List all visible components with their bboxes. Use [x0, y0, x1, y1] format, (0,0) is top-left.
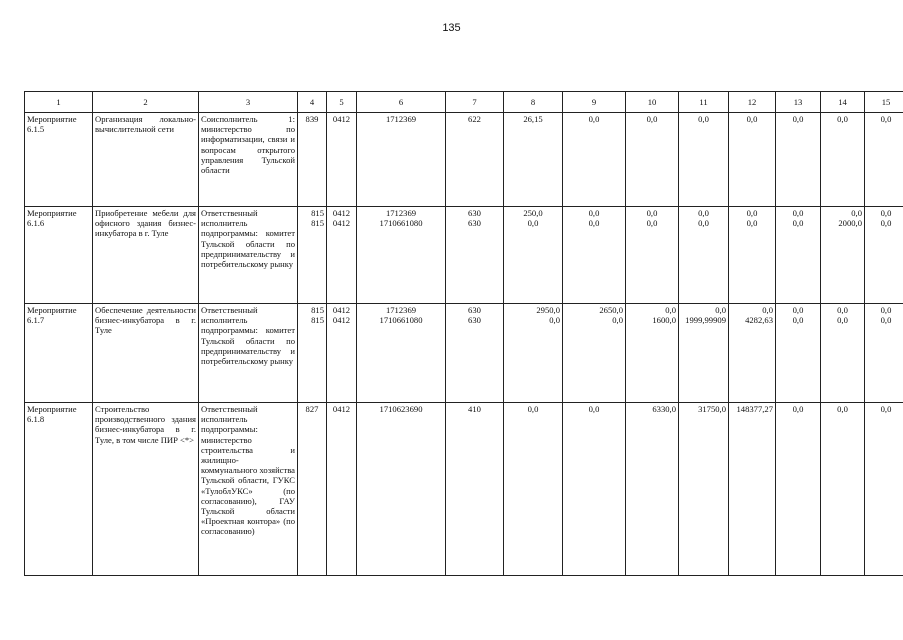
table-cell — [729, 207, 776, 304]
cell-value: 2000,0 — [838, 218, 862, 229]
cell-value: 630 — [468, 208, 481, 218]
cell-value: 1710661080 — [379, 315, 423, 326]
cell-value: 0,0 — [698, 208, 709, 218]
activity-name-cell: Организация локально-вычислительной сети — [93, 113, 199, 207]
cell-value: 0,0 — [837, 315, 848, 326]
cell-value: 0,0 — [698, 114, 709, 124]
cell-value: 0,0 — [646, 114, 658, 124]
cell-value: 0412 — [332, 305, 351, 315]
activity-code-cell: Мероприятие 6.1.6 — [25, 207, 93, 304]
cell-value: 250,0 — [523, 208, 543, 218]
table-cell — [626, 113, 679, 207]
cell-value: 1712369 — [385, 114, 417, 124]
table-cell — [776, 403, 821, 576]
cell-value: 0,0 — [527, 218, 539, 229]
activity-name-cell: Строительство производственного здания бизнес-инкубатора в г. Туле, в том числе ПИР <*> — [93, 403, 199, 576]
cell-value: 6330,0 — [652, 404, 676, 414]
table-row — [25, 113, 903, 207]
table-row — [25, 403, 903, 576]
activity-name-cell: Обеспечение деятельности бизнес-инкубатора в г. Туле — [93, 304, 199, 403]
table-cell — [357, 113, 446, 207]
table-cell — [776, 113, 821, 207]
cell-value: 0,0 — [612, 315, 623, 326]
table-cell — [327, 304, 357, 403]
cell-value: 0,0 — [880, 404, 892, 414]
table-cell — [298, 207, 327, 304]
cell-value: 0412 — [332, 218, 351, 229]
table-cell — [679, 207, 729, 304]
executor-cell: Ответственный исполнитель подпрограммы: министерство строительства и жилищно-коммунального хозяйства Тульской области, ГУКС «ТулоблУКС» (по согласованию), ГАУ Тульской области «Проектная контора» (по согласованию) — [199, 403, 298, 576]
cell-value: 0412 — [332, 114, 351, 124]
table-cell — [776, 304, 821, 403]
cell-value: 2950,0 — [536, 305, 560, 315]
cell-value: 0,0 — [792, 114, 804, 124]
cell-value: 0,0 — [792, 404, 804, 414]
table-cell — [679, 403, 729, 576]
cell-value: 0,0 — [880, 218, 892, 229]
column-header: 1 — [25, 92, 93, 113]
cell-value: 0,0 — [715, 305, 726, 315]
table-cell — [729, 403, 776, 576]
table-cell — [446, 113, 504, 207]
column-header: 9 — [563, 92, 626, 113]
cell-value: 839 — [305, 114, 319, 124]
cell-value: 0,0 — [746, 218, 758, 229]
cell-value: 0,0 — [762, 305, 773, 315]
table-cell — [626, 403, 679, 576]
table-cell — [679, 304, 729, 403]
activity-code-cell: Мероприятие 6.1.8 — [25, 403, 93, 576]
cell-value: 1710661080 — [379, 218, 423, 229]
table-cell — [865, 403, 903, 576]
cell-value: 4282,63 — [745, 315, 773, 326]
cell-value: 0,0 — [792, 218, 804, 229]
cell-value: 0,0 — [837, 305, 848, 315]
cell-value: 2650,0 — [599, 305, 623, 315]
table-cell — [626, 207, 679, 304]
cell-value: 815 — [311, 218, 324, 229]
cell-value: 148377,27 — [736, 404, 773, 414]
table-cell — [298, 403, 327, 576]
table-cell — [821, 304, 865, 403]
cell-value: 0,0 — [880, 315, 892, 326]
cell-value: 0,0 — [792, 208, 804, 218]
column-header: 2 — [93, 92, 199, 113]
cell-value: 0,0 — [549, 315, 560, 326]
header-row — [25, 92, 903, 113]
budget-table — [24, 91, 903, 576]
table-cell — [504, 304, 563, 403]
cell-value: 0,0 — [588, 218, 600, 229]
column-header: 10 — [626, 92, 679, 113]
executor-cell: Ответственный исполнитель подпрограммы: комитет Тульской области по предпринимательству и потребительскому рынку — [199, 207, 298, 304]
cell-value: 0,0 — [527, 404, 539, 414]
table-cell — [298, 304, 327, 403]
cell-value: 0412 — [332, 208, 351, 218]
cell-value: 0412 — [332, 404, 351, 414]
cell-value: 0412 — [332, 315, 351, 326]
cell-value: 26,15 — [523, 114, 543, 124]
table-cell — [504, 403, 563, 576]
cell-value: 0,0 — [646, 208, 658, 218]
table-cell — [504, 207, 563, 304]
table-row — [25, 207, 903, 304]
column-header: 14 — [821, 92, 865, 113]
column-header: 5 — [327, 92, 357, 113]
table-cell — [626, 304, 679, 403]
cell-value: 630 — [468, 315, 481, 326]
cell-value: 0,0 — [746, 114, 758, 124]
table-cell — [327, 113, 357, 207]
activity-code-cell: Мероприятие 6.1.5 — [25, 113, 93, 207]
cell-value: 1710623690 — [379, 404, 423, 414]
activity-code-cell: Мероприятие 6.1.7 — [25, 304, 93, 403]
cell-value: 1600,0 — [652, 315, 676, 326]
table-cell — [729, 304, 776, 403]
column-header: 4 — [298, 92, 327, 113]
page-number: 135 — [442, 22, 461, 34]
cell-value: 1999,99909 — [685, 315, 726, 326]
cell-value: 1712369 — [385, 208, 417, 218]
table-cell — [865, 113, 903, 207]
table-row — [25, 304, 903, 403]
cell-value: 0,0 — [746, 208, 758, 218]
table-cell — [563, 403, 626, 576]
cell-value: 31750,0 — [698, 404, 726, 414]
cell-value: 630 — [468, 305, 481, 315]
cell-value: 630 — [468, 218, 481, 229]
cell-value: 815 — [311, 208, 324, 218]
table-cell — [327, 403, 357, 576]
table-cell — [821, 403, 865, 576]
table-cell — [865, 304, 903, 403]
cell-value: 815 — [311, 305, 324, 315]
cell-value: 0,0 — [698, 218, 709, 229]
cell-value: 0,0 — [665, 305, 676, 315]
table-cell — [446, 403, 504, 576]
table-cell — [776, 207, 821, 304]
table-cell — [563, 113, 626, 207]
executor-cell: Соисполнитель 1: министерство по информатизации, связи и вопросам открытого управления Тульской области — [199, 113, 298, 207]
table-cell — [504, 113, 563, 207]
cell-value: 410 — [468, 404, 481, 414]
cell-value: 815 — [311, 315, 324, 326]
cell-value: 0,0 — [880, 208, 892, 218]
cell-value: 0,0 — [851, 208, 862, 218]
table-cell — [357, 207, 446, 304]
cell-value: 622 — [468, 114, 481, 124]
column-header: 3 — [199, 92, 298, 113]
executor-cell: Ответственный исполнитель подпрограммы: комитет Тульской области по предпринимательству и потребительскому рынку — [199, 304, 298, 403]
table-cell — [563, 207, 626, 304]
table-cell — [357, 304, 446, 403]
table-cell — [357, 403, 446, 576]
column-header: 11 — [679, 92, 729, 113]
cell-value: 0,0 — [837, 114, 848, 124]
table-cell — [298, 113, 327, 207]
table-cell — [729, 113, 776, 207]
column-header: 15 — [865, 92, 903, 113]
column-header: 13 — [776, 92, 821, 113]
column-header: 8 — [504, 92, 563, 113]
cell-value: 0,0 — [837, 404, 848, 414]
table-cell — [446, 304, 504, 403]
table-cell — [821, 207, 865, 304]
table-cell — [327, 207, 357, 304]
table-cell — [821, 113, 865, 207]
cell-value: 1712369 — [385, 305, 417, 315]
cell-value: 0,0 — [880, 114, 892, 124]
cell-value: 0,0 — [588, 208, 600, 218]
table-cell — [865, 207, 903, 304]
cell-value: 0,0 — [588, 114, 600, 124]
table-cell — [679, 113, 729, 207]
activity-name-cell: Приобретение мебели для офисного здания бизнес-инкубатора в г. Туле — [93, 207, 199, 304]
column-header: 7 — [446, 92, 504, 113]
cell-value: 0,0 — [792, 305, 804, 315]
cell-value: 0,0 — [588, 404, 600, 414]
column-header: 6 — [357, 92, 446, 113]
table-cell — [446, 207, 504, 304]
table-cell — [563, 304, 626, 403]
cell-value: 827 — [305, 404, 319, 414]
cell-value: 0,0 — [792, 315, 804, 326]
column-header: 12 — [729, 92, 776, 113]
cell-value: 0,0 — [880, 305, 892, 315]
cell-value: 0,0 — [646, 218, 658, 229]
